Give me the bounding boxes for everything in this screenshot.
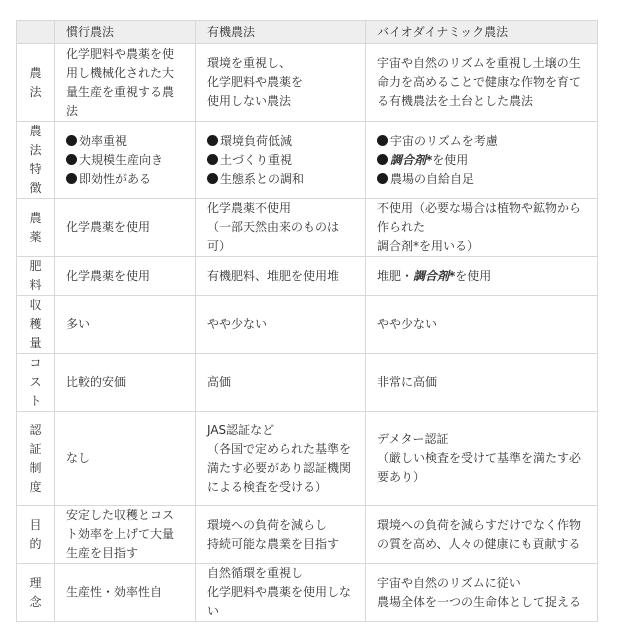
header-conventional: 慣行農法 bbox=[55, 21, 196, 44]
bullet-icon bbox=[207, 173, 218, 184]
cell-biodynamic bbox=[366, 296, 598, 354]
row-fertilizer bbox=[17, 257, 598, 296]
list-item bbox=[207, 170, 354, 189]
cell-text: 化学農薬を使用 bbox=[66, 268, 151, 283]
cell-organic bbox=[196, 506, 366, 564]
cell-line: 化学農薬不使用 bbox=[207, 201, 292, 215]
row-label-text: 農法特徴 bbox=[29, 124, 42, 195]
list-item bbox=[207, 132, 354, 151]
cell-conventional bbox=[55, 412, 196, 506]
cell-text: 不使用（必要な場合は植物や鉱物から作られた bbox=[377, 201, 582, 234]
cell-biodynamic bbox=[366, 412, 598, 506]
list-item-text: 大規模生産向き bbox=[79, 152, 164, 167]
cell-biodynamic bbox=[366, 257, 598, 296]
cell-line: デメター認証 bbox=[377, 432, 449, 446]
emphasis-text: 調合剤* bbox=[413, 268, 456, 283]
cell-organic bbox=[196, 122, 366, 199]
bullet-icon bbox=[377, 173, 388, 184]
row-label bbox=[17, 199, 55, 257]
bullet-icon bbox=[207, 154, 218, 165]
row-certification bbox=[17, 412, 598, 506]
cell-text: 有機肥料、堆肥を使用堆 bbox=[207, 268, 340, 283]
list-item-text: 農場の自給自足 bbox=[390, 171, 475, 186]
row-label bbox=[17, 412, 55, 506]
cell-line: 環境への負荷を減らし bbox=[207, 517, 328, 532]
cell-line: 持続可能な農業を目指す bbox=[207, 536, 340, 551]
cell-text: 調合剤*を用いる） bbox=[377, 239, 480, 253]
list-item-text: 宇宙のリズムを考慮 bbox=[390, 133, 498, 148]
bullet-icon bbox=[66, 173, 77, 184]
cell-conventional bbox=[55, 506, 196, 564]
cell-conventional bbox=[55, 122, 196, 199]
list-item bbox=[66, 132, 184, 151]
list-item-text: を使用 bbox=[432, 152, 469, 167]
cell-organic bbox=[196, 354, 366, 412]
row-label-text: 認証制度 bbox=[29, 422, 42, 494]
row-pesticides bbox=[17, 199, 598, 257]
row-label-text: 農法 bbox=[29, 65, 42, 99]
cell-text: 生産性・効率性自 bbox=[66, 585, 163, 599]
cell-biodynamic bbox=[366, 506, 598, 564]
cell-line: 自然循環を重視し bbox=[207, 566, 304, 580]
bullet-icon bbox=[66, 135, 77, 146]
row-label-text: 目的 bbox=[29, 517, 42, 551]
cell-text: （各国で定められた基準を満たす必要があり認証機関による検査を受ける） bbox=[207, 441, 352, 494]
row-yield bbox=[17, 296, 598, 354]
row-label bbox=[17, 44, 55, 122]
text-part: を使用 bbox=[455, 268, 492, 283]
cell-conventional bbox=[55, 354, 196, 412]
row-label bbox=[17, 257, 55, 296]
header-organic: 有機農法 bbox=[196, 21, 366, 44]
cell-organic bbox=[196, 257, 366, 296]
row-farming-method bbox=[17, 44, 598, 122]
cell-line: JAS認証など bbox=[207, 422, 275, 437]
cell-text: 化学農薬を使用 bbox=[66, 220, 151, 234]
header-row bbox=[17, 21, 598, 44]
bullet-icon bbox=[377, 135, 388, 146]
header-biodynamic: バイオダイナミック農法 bbox=[366, 21, 598, 44]
cell-text: 宇宙や自然のリズムを重視し土壌の生命力を高めることで健康な作物を育てる有機農法を土台とした農法 bbox=[377, 56, 582, 108]
bullet-icon bbox=[207, 135, 218, 146]
cell-biodynamic bbox=[366, 354, 598, 412]
cell-text: 環境への負荷を減らすだけでなく作物の質を高め、人々の健康にも貢献する bbox=[377, 517, 582, 551]
cell-conventional bbox=[55, 564, 196, 622]
list-item bbox=[66, 151, 184, 170]
row-label bbox=[17, 506, 55, 564]
list-item-text: 生態系との調和 bbox=[220, 171, 305, 186]
cell-organic bbox=[196, 44, 366, 122]
text-part: 堆肥・ bbox=[377, 268, 414, 283]
cell-line: 化学肥料や農薬を bbox=[207, 75, 304, 89]
cell-text: なし bbox=[66, 451, 91, 465]
row-cost bbox=[17, 354, 598, 412]
cell-conventional bbox=[55, 44, 196, 122]
cell-text: やや少ない bbox=[377, 317, 438, 331]
cell-conventional bbox=[55, 199, 196, 257]
list-item-text: 環境負荷低減 bbox=[220, 133, 293, 148]
cell-text: 化学肥料や農薬を使用しない bbox=[207, 585, 352, 618]
list-item bbox=[377, 132, 586, 151]
header-blank bbox=[17, 21, 55, 44]
cell-conventional bbox=[55, 257, 196, 296]
row-label-text: 農薬 bbox=[29, 210, 42, 244]
emphasis-text: 調合剤* bbox=[390, 152, 433, 167]
cell-line: 可） bbox=[207, 239, 232, 253]
bullet-icon bbox=[66, 154, 77, 165]
cell-organic bbox=[196, 296, 366, 354]
cell-text: 農場全体を一つの生命体として捉える bbox=[377, 594, 582, 609]
cell-text: やや少ない bbox=[207, 317, 268, 331]
cell-line: 使用しない農法 bbox=[207, 94, 292, 108]
cell-text: 安定した収穫とコスト効率を上げて大量生産を目指す bbox=[66, 508, 175, 560]
row-label-text: コスト bbox=[29, 356, 42, 408]
list-item bbox=[377, 170, 586, 189]
list-item bbox=[207, 151, 354, 170]
row-label-text: 理念 bbox=[29, 575, 42, 609]
cell-organic bbox=[196, 412, 366, 506]
cell-line: 宇宙や自然のリズムに従い bbox=[377, 575, 521, 590]
cell-text: 多い bbox=[66, 317, 91, 331]
row-features bbox=[17, 122, 598, 199]
cell-text: 化学肥料や農薬を使用し機械化された大量生産を重視する農法 bbox=[66, 46, 175, 118]
list-item bbox=[377, 151, 586, 170]
cell-biodynamic bbox=[366, 199, 598, 257]
cell-line: 環境を重視し、 bbox=[207, 56, 292, 70]
cell-biodynamic bbox=[366, 44, 598, 122]
list-item bbox=[66, 170, 184, 189]
cell-text: 非常に高価 bbox=[377, 375, 438, 389]
cell-text: 比較的安価 bbox=[66, 375, 127, 389]
row-label bbox=[17, 296, 55, 354]
comparison-table bbox=[16, 20, 598, 622]
bullet-icon bbox=[377, 154, 388, 165]
cell-organic bbox=[196, 564, 366, 622]
cell-biodynamic bbox=[366, 122, 598, 199]
row-philosophy bbox=[17, 564, 598, 622]
row-label-text: 肥料 bbox=[29, 259, 42, 292]
cell-organic bbox=[196, 199, 366, 257]
row-label bbox=[17, 122, 55, 199]
cell-biodynamic bbox=[366, 564, 598, 622]
list-item-text: 土づくり重視 bbox=[220, 152, 293, 167]
cell-conventional bbox=[55, 296, 196, 354]
cell-text bbox=[377, 267, 586, 286]
row-label bbox=[17, 354, 55, 412]
cell-text: 高価 bbox=[207, 375, 232, 389]
cell-line: （一部天然由来のものは bbox=[207, 220, 340, 234]
row-label-text: 収穫量 bbox=[29, 298, 42, 350]
row-purpose bbox=[17, 506, 598, 564]
row-label bbox=[17, 564, 55, 622]
list-item-text: 効率重視 bbox=[79, 133, 128, 148]
list-item-text: 即効性がある bbox=[79, 171, 152, 186]
cell-text: （厳しい検査を受けて基準を満たす必要あり） bbox=[377, 451, 582, 484]
